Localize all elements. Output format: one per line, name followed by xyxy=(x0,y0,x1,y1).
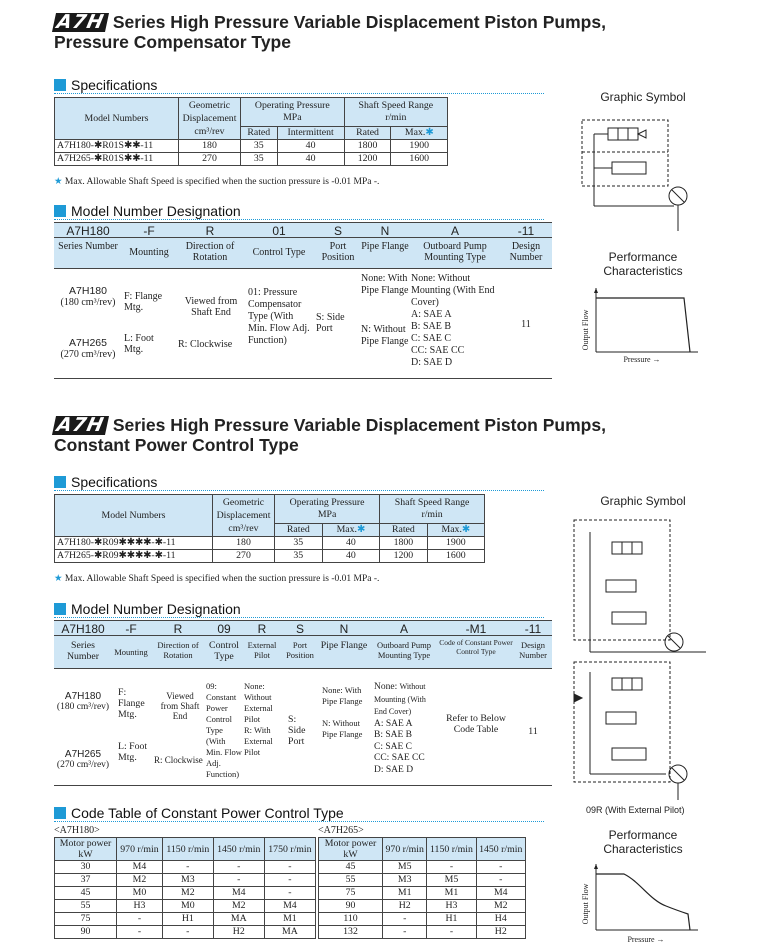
table-cell: - xyxy=(476,874,525,887)
table-row xyxy=(55,861,316,874)
table-cell: - xyxy=(213,861,264,874)
table-cell: MA xyxy=(213,913,264,926)
square-bullet-icon xyxy=(54,205,66,217)
mnd-heading-1: Model Number Designation xyxy=(54,203,544,220)
table-row xyxy=(319,900,526,913)
table-cell: H3 xyxy=(427,900,476,913)
table-cell: M5 xyxy=(383,861,427,874)
spec-table-2: Model Numbers Geometric Displacement cm³/rev Operating Pressure MPa Shaft Speed Range r/min Rated Max.✱ Rated Max.✱ A7H180-✱R09✱✱✱✱-✱-11 180 35 40 1800 1900 A7H265-✱R09✱✱✱✱-✱-11 270 35 40 1200 1600 xyxy=(54,494,485,563)
table-cell: - xyxy=(264,887,315,900)
th-op: Operating Pressure MPa xyxy=(241,98,345,127)
table-cell: M5 xyxy=(427,874,476,887)
table-cell: 110 xyxy=(319,913,383,926)
table-cell: 90 xyxy=(319,900,383,913)
performance-chart-2 xyxy=(580,860,706,946)
table-cell: - xyxy=(476,861,525,874)
graphic-symbol-label-1: Graphic Symbol xyxy=(600,90,686,104)
table-row xyxy=(319,861,526,874)
spec-heading-2: Specifications xyxy=(54,474,544,491)
table-cell: M0 xyxy=(162,900,213,913)
section2-title: A7H Series High Pressure Variable Displacement Piston Pumps, Constant Power Control Type xyxy=(54,415,606,455)
perf-title-2: Performance Characteristics xyxy=(603,828,683,856)
table-cell: M4 xyxy=(117,861,163,874)
star-icon: ★ xyxy=(54,574,63,584)
table-cell: - xyxy=(213,874,264,887)
table-cell: 45 xyxy=(319,861,383,874)
mnd-heading-2: Model Number Designation xyxy=(54,601,544,618)
graphic-symbol-label-2: Graphic Symbol xyxy=(600,494,686,508)
axis-x-label: Pressure → xyxy=(623,355,661,364)
table-cell: - xyxy=(427,926,476,939)
spec-table-1: Model Numbers Geometric Displacement cm³/rev Operating Pressure MPa Shaft Speed Range r/min Rated Intermittent Rated Max.✱ A7H180-✱R01S✱✱-11 180 35 40 1800 1900 A7H265-✱R01S✱✱-11 270 35 40 1200 1600 xyxy=(54,97,448,166)
th-geo: Geometric Displacement cm³/rev xyxy=(179,98,241,140)
table-cell: M2 xyxy=(476,900,525,913)
th-model: Model Numbers xyxy=(55,98,179,140)
section1-title-line2: Pressure Compensator Type xyxy=(54,32,291,52)
table-cell: - xyxy=(162,861,213,874)
table-row xyxy=(55,926,316,939)
code-table-right: Motor power kW 970 r/min 1150 r/min 1450 r/min 45 M5 - - 55 M3 M5 - 75 M1 M1 M4 90 H2 H3 M2 110 - H1 H4 132 - - H2 xyxy=(318,837,526,939)
table-cell: - xyxy=(383,913,427,926)
table-cell: - xyxy=(383,926,427,939)
table-row: A7H180-✱R01S✱✱-11 180 35 40 1800 1900 xyxy=(55,140,448,153)
spec-heading-1: Specifications xyxy=(54,77,544,94)
star-icon: ★ xyxy=(54,177,63,187)
perf-title-1: Performance Characteristics xyxy=(603,250,683,278)
table-cell: - xyxy=(427,861,476,874)
square-bullet-icon xyxy=(54,807,66,819)
square-bullet-icon xyxy=(54,79,66,91)
performance-chart-1 xyxy=(580,282,706,368)
table-row xyxy=(55,887,316,900)
table-cell: M0 xyxy=(117,887,163,900)
note-1: ★ Max. Allowable Shaft Speed is specified when the suction pressure is -0.01 MPa -. xyxy=(54,177,380,187)
table-row xyxy=(319,874,526,887)
table-cell: H4 xyxy=(476,913,525,926)
table-row xyxy=(319,913,526,926)
table-cell: M2 xyxy=(213,900,264,913)
table-cell: 45 xyxy=(55,887,117,900)
section1-title xyxy=(54,12,606,52)
hydraulic-symbol-1 xyxy=(574,106,704,236)
table-cell: - xyxy=(264,874,315,887)
table-cell: H3 xyxy=(117,900,163,913)
table-cell: 132 xyxy=(319,926,383,939)
table-cell: 75 xyxy=(319,887,383,900)
table-cell: M2 xyxy=(162,887,213,900)
model-designation-1: A7H180 -F R 01 S N A -11 Series Number Mounting Direction of Rotation Control Type Port Position Pipe Flange Outboard Pump Mounting Type Design Number A7H180 (180 cm³/rev) A7H265 (270 cm³/rev) F: Flange Mtg. L: Foot Mtg. Viewed from Shaft End R: Clockwise 01: Pressure Compensator Type (With Min. Flow Adj. Function) S: Side Port None: With Pipe Flange N: Without Pipe Flange None: Without Mounting (With End Cover) A: SAE A B: SAE B C: SAE C CC: SAE CC D: SAE D 11 xyxy=(54,222,552,379)
table-cell: M1 xyxy=(383,887,427,900)
axis-y-label: Output Flow xyxy=(581,309,590,351)
model-designation-2: A7H180 -F R 09 R S N A -M1 -11 Series Number Mounting Direction of Rotation Control Type External Pilot Port Position Pipe Flange Outboard Pump Mounting Type Code of Constant Power Control Type Design Number A7H180 (180 cm³/rev) A7H265 (270 cm³/rev) F: Flange Mtg. L: Foot Mtg. Viewed from Shaft End R: Clockwise 09: Constant Power Control Type (With Min. Flow Adj. Function) None: Without External Pilot R: With External Pilot S: Side Port None: With Pipe Flange N: Without Pipe Flange None: Without Mounting (With End Cover) A: SAE A B: SAE B C: SAE C CC: SAE CC D: SAE D Refer to Below Code Table 11 xyxy=(54,620,552,786)
a7h-logo: A7H xyxy=(52,13,109,32)
section1-title-line1: Series High Pressure Variable Displacement Piston Pumps, xyxy=(112,12,606,32)
svg-text:Output Flow: Output Flow xyxy=(581,883,590,925)
table-row xyxy=(55,900,316,913)
table-cell: - xyxy=(117,926,163,939)
table-cell: 55 xyxy=(319,874,383,887)
table-row xyxy=(319,926,526,939)
table-cell: MA xyxy=(264,926,315,939)
a7h-logo: A7H xyxy=(52,416,109,435)
code-table-left: Motor power kW 970 r/min 1150 r/min 1450 r/min 1750 r/min 30 M4 - - - 37 M2 M3 - - 45 M0 M2 M4 - 55 H3 M0 M2 M4 75 - H1 MA M1 90 - - H2 MA xyxy=(54,837,316,939)
table-row xyxy=(55,874,316,887)
th-shaft: Shaft Speed Range r/min xyxy=(344,98,447,127)
table-cell: H2 xyxy=(383,900,427,913)
table-row xyxy=(55,913,316,926)
table-cell: H2 xyxy=(476,926,525,939)
table-row: A7H180-✱R09✱✱✱✱-✱-11 180 35 40 1800 1900 xyxy=(55,537,485,550)
code-right-label: <A7H265> xyxy=(318,825,364,836)
table-cell: 37 xyxy=(55,874,117,887)
table-cell: M1 xyxy=(264,913,315,926)
table-cell: M4 xyxy=(264,900,315,913)
table-cell: 90 xyxy=(55,926,117,939)
table-cell: 75 xyxy=(55,913,117,926)
table-row: A7H265-✱R09✱✱✱✱-✱-11 270 35 40 1200 1600 xyxy=(55,550,485,563)
code-table-heading: Code Table of Constant Power Control Type xyxy=(54,805,544,822)
table-row: A7H265-✱R01S✱✱-11 270 35 40 1200 1600 xyxy=(55,153,448,166)
square-bullet-icon xyxy=(54,603,66,615)
table-cell: 55 xyxy=(55,900,117,913)
table-cell: - xyxy=(264,861,315,874)
svg-text:Pressure →: Pressure → xyxy=(627,935,665,944)
square-bullet-icon xyxy=(54,476,66,488)
table-cell: 30 xyxy=(55,861,117,874)
table-cell: - xyxy=(117,913,163,926)
hydraulic-symbol-2 xyxy=(566,512,706,802)
table-cell: M4 xyxy=(476,887,525,900)
table-cell: M1 xyxy=(427,887,476,900)
graphic-caption-2: 09R (With External Pilot) xyxy=(586,805,685,815)
code-left-label: <A7H180> xyxy=(54,825,100,836)
table-cell: - xyxy=(162,926,213,939)
table-cell: H2 xyxy=(213,926,264,939)
table-row xyxy=(319,887,526,900)
table-cell: M3 xyxy=(383,874,427,887)
table-cell: M2 xyxy=(117,874,163,887)
table-cell: M4 xyxy=(213,887,264,900)
note-2: ★ Max. Allowable Shaft Speed is specified when the suction pressure is -0.01 MPa -. xyxy=(54,574,380,584)
table-cell: M3 xyxy=(162,874,213,887)
table-cell: H1 xyxy=(427,913,476,926)
table-cell: H1 xyxy=(162,913,213,926)
